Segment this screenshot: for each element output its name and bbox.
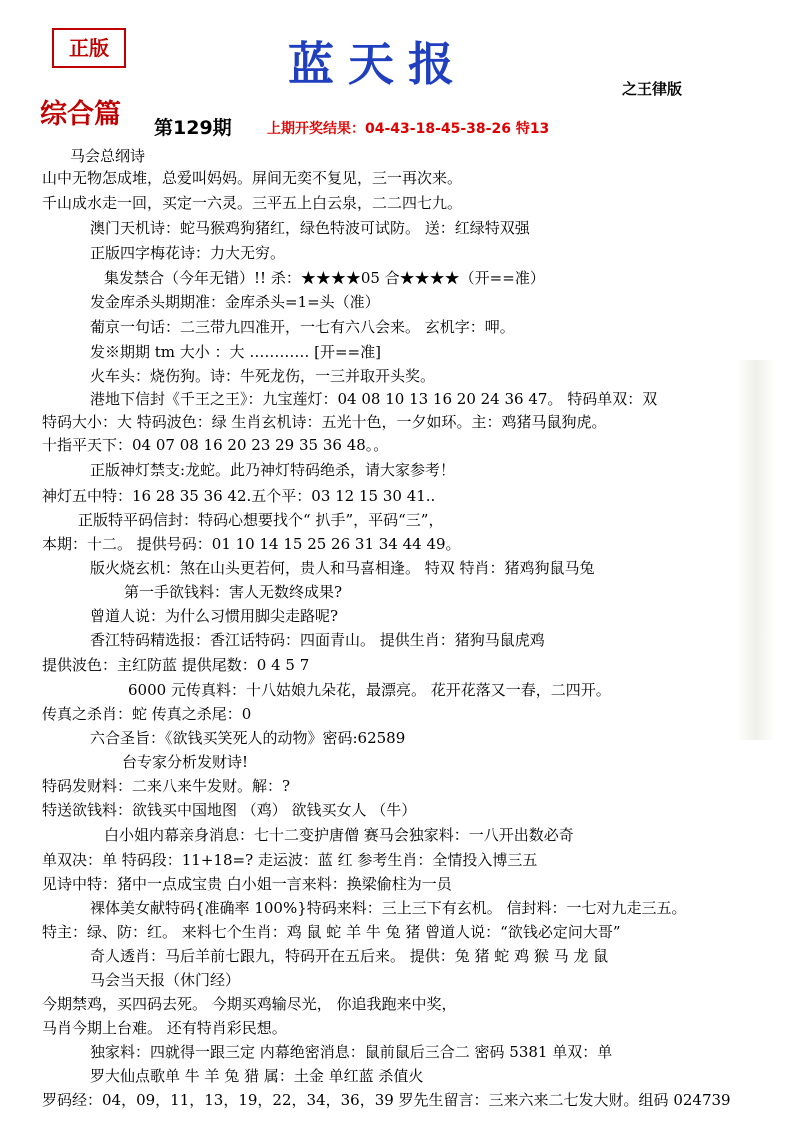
text-line: 罗码经：04，09，11，13，19，22，34，36，39 罗先生留言：三来六来二七发大财。组码 024739 <box>42 1091 731 1109</box>
text-line: 独家料：四就得一跟三定 内幕绝密消息：鼠前鼠后三合二 密码 5381 单双：单 <box>90 1043 613 1061</box>
text-line: 集发禁合（今年无错）!! 杀：★★★★05 合★★★★（开==准） <box>104 269 545 287</box>
text-line: 台专家分析发财诗! <box>122 753 249 771</box>
text-line: 葡京一句话：二三带九四准开，一七有六八会来。 玄机字：呷。 <box>90 318 515 336</box>
text-line: 罗大仙点歌单 牛 羊 兔 猎 属：土金 单红蓝 杀值火 <box>90 1067 424 1085</box>
text-line: 千山成水走一回，买定一六灵。三平五上白云泉，二二四七九。 <box>42 194 463 212</box>
text-line: 特主：绿、防：红。 来料七个生肖：鸡 鼠 蛇 羊 牛 兔 猪 曾道人说：“欲钱必定问大哥” <box>42 923 621 941</box>
text-line: 正版特平码信封：特码心想要找个“ 扒手”，平码“三”， <box>78 511 444 529</box>
text-line: 马肖今期上台难。 还有特肖彩民想。 <box>42 1019 287 1037</box>
text-line: 特码发财料：二来八来牛发财。解：? <box>42 777 291 795</box>
text-line: 传真之杀肖：蛇 传真之杀尾：0 <box>42 705 252 723</box>
edition-badge: 正版 <box>52 28 126 68</box>
text-line: 马会当天报（休门经） <box>90 971 241 989</box>
text-line: 火车头：烧伤狗。诗：牛死龙伤，一三并取开头奖。 <box>90 367 436 385</box>
text-line: 澳门天机诗：蛇马猴鸡狗猪红，绿色特波可试防。 送：红绿特双强 <box>90 219 530 237</box>
text-line: 特码大小：大 特码波色：绿 生肖玄机诗：五光十色，一夕如环。主：鸡猪马鼠狗虎。 <box>42 413 607 431</box>
text-line: 裸体美女献特码{准确率 100%}特码来料：三上三下有玄机。 信封料：一七对九走三五。 <box>90 899 687 917</box>
edition-label: 之王律版 <box>622 80 683 98</box>
text-line: 6000 元传真料：十八姑娘九朵花，最漂亮。 花开花落又一春，二四开。 <box>128 681 611 699</box>
text-line: 山中无物怎成堆，总爱叫妈妈。屏间无奕不复见，三一再次来。 <box>42 169 463 187</box>
text-line: 特送欲钱料：欲钱买中国地图 （鸡） 欲钱买女人 （牛） <box>42 801 417 819</box>
page-title: 蓝天报 <box>288 37 468 91</box>
text-line: 马会总纲诗 <box>70 147 146 165</box>
text-line: 奇人透肖：马后羊前七跟九，特码开在五后来。 提供：兔 猪 蛇 鸡 猴 马 龙 鼠 <box>90 947 609 965</box>
section-title: 综合篇 <box>40 99 121 130</box>
last-result: 上期开奖结果：04-43-18-45-38-26 特13 <box>267 121 550 137</box>
decorative-watermark <box>737 360 775 740</box>
text-line: 提供波色：主红防蓝 提供尾数：0 4 5 7 <box>42 656 310 674</box>
text-line: 香江特码精选报：香江话特码：四面青山。 提供生肖：猪狗马鼠虎鸡 <box>90 631 545 649</box>
text-line: 白小姐内幕亲身消息：七十二变护唐僧 赛马会独家料：一八开出数必奇 <box>104 826 574 844</box>
text-line: 发金库杀头期期准：金库杀头=1=头（准） <box>90 293 380 311</box>
text-line: 正版神灯禁支:龙蛇。此乃神灯特码绝杀，请大家参考！ <box>90 461 456 479</box>
text-line: 第一手欲钱料：害人无数终成果? <box>124 583 343 601</box>
text-line: 港地下信封《千王之王》：九宝莲灯：04 08 10 13 16 20 24 36 47。 特码单双：双 <box>90 390 658 408</box>
text-line: 单双决：单 特码段：11+18=? 走运波：蓝 红 参考生肖：全情投入博三五 <box>42 851 538 869</box>
text-line: 正版四字梅花诗：力大无穷。 <box>90 244 286 262</box>
text-line: 十指平天下：04 07 08 16 20 23 29 35 36 48。。 <box>42 436 389 454</box>
text-line: 六合圣旨：《欲钱买笑死人的动物》密码:62589 <box>90 729 406 747</box>
text-line: 本期：十二。 提供号码：01 10 14 15 25 26 31 34 44 49。 <box>42 535 461 553</box>
issue-number: 第129期 <box>154 117 232 139</box>
text-line: 曾道人说：为什么习惯用脚尖走路呢? <box>90 607 339 625</box>
text-line: 见诗中特：猪中一点成宝贵 白小姐一言来料：换梁偷柱为一员 <box>42 875 452 893</box>
text-line: 版火烧玄机：煞在山头更若何，贵人和马喜相逢。 特双 特肖：猪鸡狗鼠马兔 <box>90 559 595 577</box>
text-line: 今期禁鸡，买四码去死。 今期买鸡输尽光， 你追我跑来中奖， <box>42 995 457 1013</box>
text-line: 发※期期 tm 大小 ：大 ………… [开==准] <box>90 343 381 361</box>
text-line: 神灯五中特：16 28 35 36 42.五个平：03 12 15 30 41.. <box>42 487 436 505</box>
